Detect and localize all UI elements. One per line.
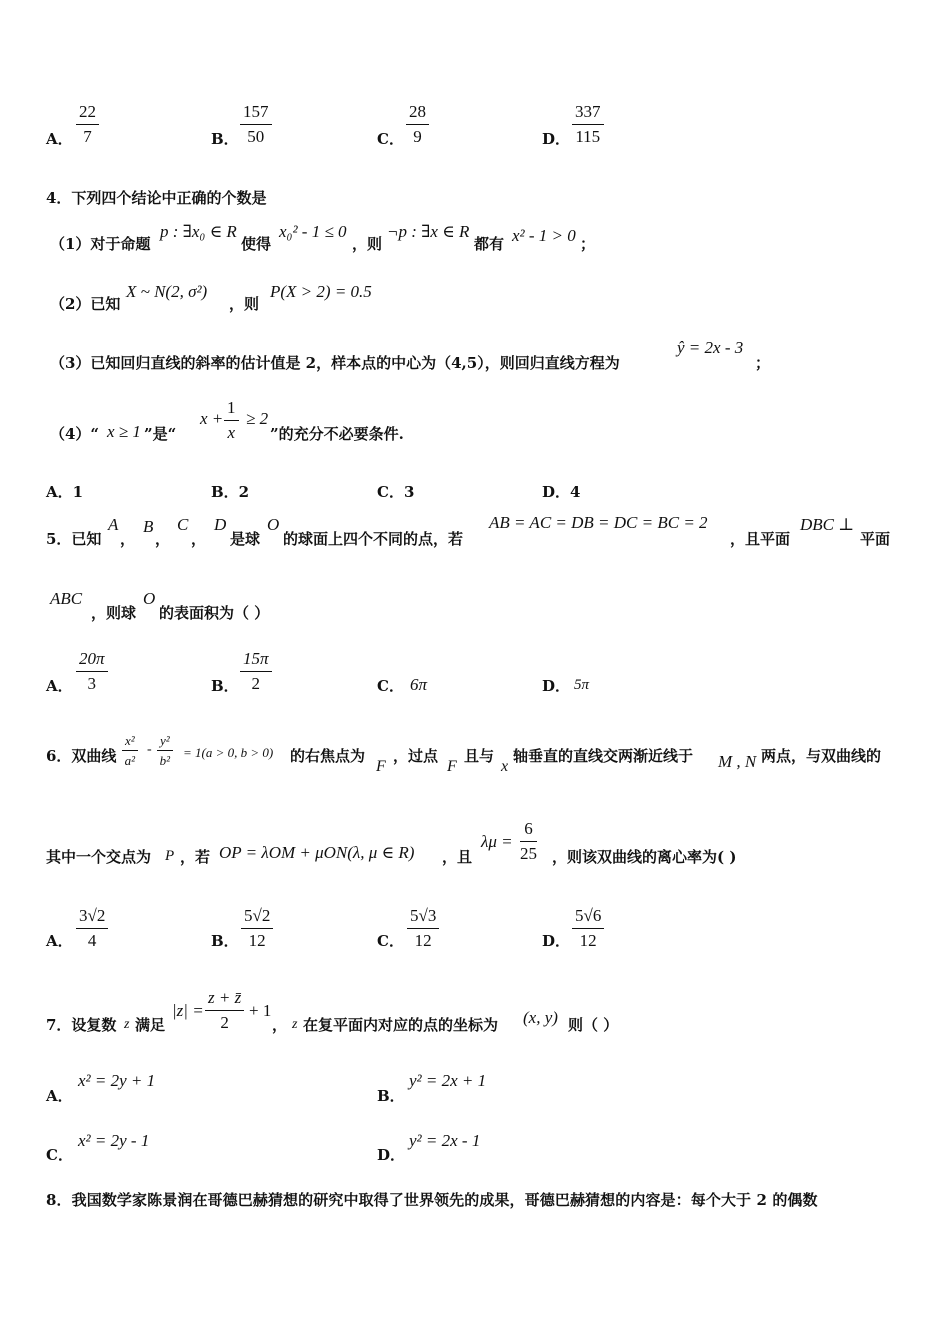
q5-option-b-numerator: 15π: [240, 649, 272, 672]
q4-s1-then: ，则: [352, 235, 383, 253]
q4-s4-rhs: ≥ 2: [246, 409, 269, 428]
q6-lambda-mu: λμ =: [481, 832, 513, 851]
q6-option-b-denominator: 12: [248, 931, 266, 950]
q6-p: P: [165, 848, 175, 864]
q4-s4-fraction-num: 1: [224, 398, 239, 421]
q5-plane-and: ，且平面: [730, 530, 791, 548]
q4-s1-mid: 使得: [241, 235, 272, 253]
q6-minus: -: [147, 742, 152, 757]
q6-frac-y-num: y²: [157, 733, 173, 751]
q7-option-b-equation: y² = 2x + 1: [409, 1071, 487, 1090]
q6-mn: M , N: [718, 752, 757, 771]
q3-option-b-label: B．: [211, 130, 239, 148]
q3-option-c-fraction: [406, 102, 429, 147]
q4-s2-prefix: （2）已知: [50, 295, 121, 313]
q6-f2: F: [447, 758, 457, 775]
q4-s2-distribution: X ~ N(2, σ²): [126, 282, 208, 301]
q4-option-b: B．2: [211, 483, 250, 501]
q5-dbc: DBC ⊥: [800, 515, 855, 534]
q4-s4-prefix: （4）“: [50, 425, 100, 443]
q4-option-d: D．4: [542, 483, 581, 501]
q3-option-a-numerator: 22: [76, 102, 99, 125]
q7-option-d-equation: y² = 2x - 1: [409, 1131, 481, 1150]
q3-option-b-numerator: 157: [240, 102, 272, 125]
q3-option-a-denominator: 7: [83, 127, 92, 146]
q4-s4-mid: ”是“: [144, 425, 177, 443]
q5-then-ball: ，则球: [91, 604, 137, 622]
q4-option-a: A．1: [46, 483, 84, 501]
q4-s2-probability: P(X > 2) = 0.5: [270, 282, 372, 301]
q6-if: ，若: [180, 848, 211, 866]
q6-focus: 的右焦点为: [290, 747, 366, 765]
q7-option-c-equation: x² = 2y - 1: [78, 1131, 150, 1150]
q4-s3-equation: ŷ = 2x - 3: [677, 338, 744, 357]
q5-option-b-label: B．: [211, 677, 239, 695]
q3-option-a-label: A．: [46, 130, 73, 148]
q5-option-a-fraction: [76, 649, 108, 694]
q6-frac-x-num: x²: [122, 733, 138, 751]
q3-option-a-fraction: [76, 102, 99, 147]
q5-option-b-denominator: 2: [251, 674, 261, 693]
q5-plane: 平面: [860, 530, 891, 548]
q7-option-a-equation: x² = 2y + 1: [78, 1071, 156, 1090]
q6-option-c-fraction: [407, 906, 439, 951]
q4-s3-text: （3）已知回归直线的斜率的估计值是 2，样本点的中心为（4,5），则回归直线方程为: [50, 354, 620, 372]
q4-s4-fraction: [224, 398, 239, 443]
q5-point-a: A: [108, 515, 119, 534]
q3-option-c-denominator: 9: [413, 127, 422, 146]
q5-mid: 的球面上四个不同的点，若: [283, 530, 464, 548]
q6-lm-fraction-den: 25: [520, 844, 537, 863]
q4-s3-end: ；: [755, 354, 771, 372]
q5-option-c-value: 6π: [410, 675, 428, 694]
q4-s4-end: ”的充分不必要条件.: [270, 425, 404, 443]
q6-prefix: 6．双曲线: [46, 747, 117, 765]
q6-through: ，过点: [393, 747, 439, 765]
q6-x: x: [501, 758, 509, 775]
q6-option-d-denominator: 12: [579, 931, 597, 950]
q6-option-a-fraction: [76, 906, 108, 951]
q6-option-c-denominator: 12: [414, 931, 432, 950]
q7-prefix: 7．设复数: [46, 1016, 117, 1034]
q5-point-b: B: [143, 517, 154, 536]
q4-s1-inequality2: x² - 1 > 0: [512, 226, 576, 245]
q7-z: z: [124, 1017, 130, 1032]
q3-option-d-fraction: [572, 102, 604, 147]
q6-f: F: [376, 758, 386, 775]
q6-axis: 轴垂直的直线交两渐近线于: [513, 747, 694, 765]
q4-s4-condition: x ≥ 1: [107, 422, 141, 441]
q7-fraction-den: 2: [220, 1013, 229, 1032]
q3-option-b-fraction: [240, 102, 272, 147]
q6-eq-rest: = 1(a > 0, b > 0): [183, 745, 274, 760]
q4-s4-lhs: x +: [200, 409, 224, 428]
q3-option-c-label: C．: [377, 130, 404, 148]
q5-option-d-value: 5π: [574, 677, 590, 693]
q6-frac-y-den: b²: [159, 753, 171, 768]
q7-option-c-label: C．: [46, 1146, 73, 1164]
q4-s2-then: ，则: [229, 295, 260, 313]
q6-and: ，且: [442, 848, 473, 866]
q5-sep-3: ，: [191, 530, 207, 548]
q6-eccentricity-question: ，则该双曲线的离心率为( ): [552, 848, 737, 866]
q5-sep-2: ，: [155, 530, 171, 548]
q5-sep-1: ，: [120, 530, 136, 548]
q5-option-a-numerator: 20π: [76, 649, 108, 672]
q5-point-d: D: [214, 515, 227, 534]
q3-option-b-denominator: 50: [247, 127, 265, 146]
q6-vector-equation: OP = λOM + μON(λ, μ ∈ R): [219, 843, 415, 862]
q5-center-o: O: [267, 515, 280, 534]
q6-option-b-numerator: 5√2: [241, 906, 273, 929]
q5-abc: ABC: [50, 589, 83, 608]
q5-area-question: 的表面积为（ ）: [159, 604, 270, 622]
q5-is-ball: 是球: [230, 530, 261, 548]
q6-option-a-label: A．: [46, 932, 73, 950]
q6-frac-x-den: a²: [124, 753, 136, 768]
q8-text: 8．我国数学家陈景润在哥德巴赫猜想的研究中取得了世界领先的成果，哥德巴赫猜想的内容是：每个大于 2 的偶数: [46, 1191, 818, 1209]
q6-lm-fraction: [520, 819, 537, 864]
q6-option-d-numerator: 5√6: [572, 906, 604, 929]
q3-option-d-numerator: 337: [572, 102, 604, 125]
q6-lm-fraction-num: 6: [520, 819, 537, 842]
q6-option-a-denominator: 4: [87, 931, 97, 950]
q4-stem: 4．下列四个结论中正确的个数是: [46, 189, 267, 207]
q6-frac-y: [157, 733, 173, 768]
q6-option-d-fraction: [572, 906, 604, 951]
q7-fraction-num: z + z̄: [205, 988, 244, 1011]
q3-option-d-denominator: 115: [575, 127, 601, 146]
q7-xy: (x, y): [523, 1008, 558, 1027]
q7-absz: |z| =: [172, 1001, 204, 1020]
q4-s1-prefix: （1）对于命题: [50, 235, 151, 253]
q5-option-d-label: D．: [542, 677, 571, 695]
q4-s1-all: 都有: [474, 235, 505, 253]
q5-equation: AB = AC = DB = DC = BC = 2: [489, 513, 708, 532]
q6-option-c-label: C．: [377, 932, 404, 950]
q6-two-points: 两点，与双曲线的: [761, 747, 882, 765]
q6-option-c-numerator: 5√3: [407, 906, 439, 929]
q7-coord: 在复平面内对应的点的坐标为: [303, 1016, 499, 1034]
q5-option-a-denominator: 3: [87, 674, 97, 693]
q7-satisfy: 满足: [135, 1016, 166, 1034]
q5-option-b-fraction: [240, 649, 272, 694]
q7-fraction: [205, 988, 244, 1033]
q4-s4-fraction-den: x: [227, 423, 236, 442]
q7-option-a-label: A．: [46, 1087, 73, 1105]
q6-option-a-numerator: 3√2: [76, 906, 108, 929]
q7-option-d-label: D．: [377, 1146, 406, 1164]
q4-s1-end: ；: [580, 235, 596, 253]
q6-option-b-label: B．: [211, 932, 239, 950]
q7-plus-one: + 1: [249, 1001, 272, 1020]
q5-prefix: 5．已知: [46, 530, 102, 548]
q4-s1-negation: ¬p : ∃x ∈ R: [387, 222, 470, 241]
q5-point-c: C: [177, 515, 189, 534]
q5-option-c-label: C．: [377, 677, 404, 695]
q4-s1-proposition: p : ∃x₀ ∈ R: [160, 222, 237, 241]
q6-perp: 且与: [464, 747, 495, 765]
q7-then: 则（ ）: [568, 1016, 619, 1034]
q4-s1-inequality: x₀² - 1 ≤ 0: [279, 222, 347, 241]
q5-option-a-label: A．: [46, 677, 73, 695]
q6-line2-a: 其中一个交点为: [46, 848, 152, 866]
q6-option-b-fraction: [241, 906, 273, 951]
q3-option-c-numerator: 28: [406, 102, 429, 125]
q7-comma: ，: [272, 1016, 288, 1034]
q7-z2: z: [292, 1017, 298, 1032]
q5-center-o2: O: [143, 589, 156, 608]
q6-option-d-label: D．: [542, 932, 571, 950]
q4-option-c: C．3: [377, 483, 415, 501]
q6-frac-x: [122, 733, 138, 768]
q7-option-b-label: B．: [377, 1087, 405, 1105]
q3-option-d-label: D．: [542, 130, 571, 148]
